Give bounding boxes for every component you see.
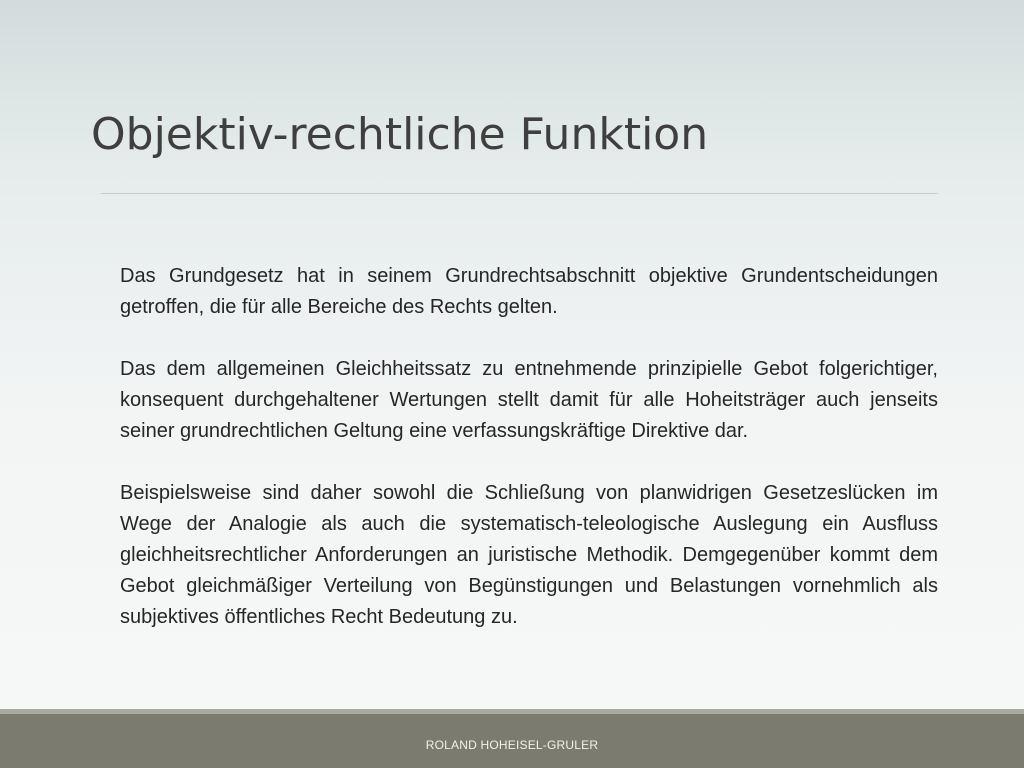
body-paragraph-3: Beispielsweise sind daher sowohl die Schließung von planwidrigen Gesetzeslücken im Wege der Analogie als auch die systematisch-teleologische Auslegung ein Ausfluss gleichheitsrechtlicher Anforderungen an juristische Methodik. Demgegenüber kommt dem Gebot gleichmäßiger Verteilung von Begünstigungen und Belastungen vornehmlich als subjektives öffentliches Recht Bedeutung zu. [120, 482, 938, 628]
body-paragraph-2: Das dem allgemeinen Gleichheitssatz zu entnehmende prinzipielle Gebot folgerichtiger, konsequent durchgehaltener Wertungen stellt damit für alle Hoheitsträger auch jenseits seiner grundrechtlichen Geltung eine verfassungskräftige Direktive dar. [120, 358, 938, 442]
slide-title: Objektiv-rechtliche Funktion [91, 109, 709, 160]
slide-body [120, 261, 938, 633]
footer-author: ROLAND HOHEISEL-GRULER [425, 738, 599, 752]
body-paragraph-1: Das Grundgesetz hat in seinem Grundrechtsabschnitt objektive Grundentscheidungen getroffen, die für alle Bereiche des Rechts gelten. [120, 265, 938, 318]
title-divider [101, 193, 938, 194]
